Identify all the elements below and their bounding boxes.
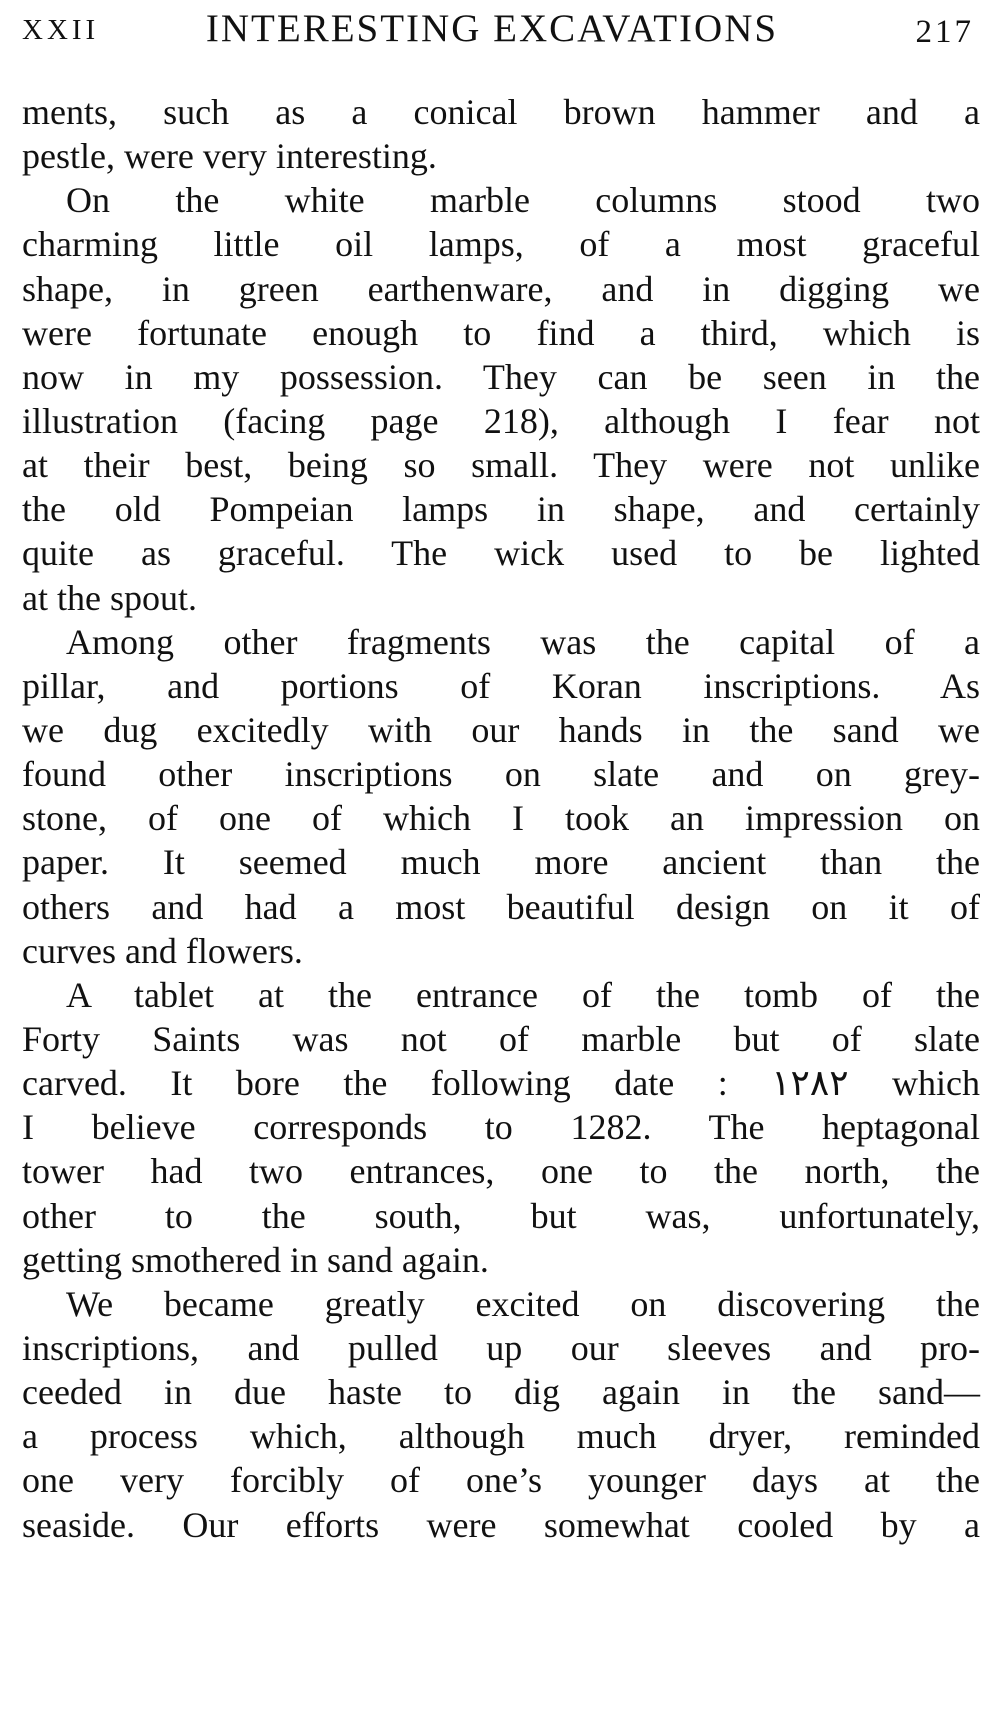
text-line: ceeded in due haste to dig again in the sand— (22, 1372, 980, 1413)
text-line: illustration (facing page 218), although I fear not (22, 400, 980, 441)
text-line: We became greatly excited on discovering the (66, 1283, 980, 1324)
chapter-number: XXII (22, 14, 100, 46)
text-line: getting smothered in sand again. (22, 1239, 489, 1280)
running-title: INTERESTING EXCAVATIONS (205, 7, 779, 50)
text-line: a process which, although much dryer, reminded (22, 1416, 980, 1457)
text-line: curves and flowers. (22, 930, 303, 971)
text-line: shape, in green earthenware, and in digging we (22, 268, 980, 309)
text-line: Among other fragments was the capital of a (66, 621, 980, 662)
text-line: now in my possession. They can be seen in the (22, 356, 980, 397)
text-line: carved. It bore the following date : ١٢٨٢ which (22, 1063, 980, 1104)
text-line: were fortunate enough to find a third, which is (22, 312, 980, 353)
text-line: I believe corresponds to 1282. The heptagonal (22, 1107, 980, 1148)
text-line: seaside. Our efforts were somewhat cooled by a (22, 1504, 980, 1545)
text-line: at their best, being so small. They were not unlike (22, 445, 980, 486)
text-line: found other inscriptions on slate and on grey- (22, 754, 980, 795)
text-line: other to the south, but was, unfortunately, (22, 1195, 980, 1236)
body-text (22, 90, 980, 1547)
text-line: charming little oil lamps, of a most graceful (22, 224, 980, 265)
text-line: we dug excitedly with our hands in the sand we (22, 709, 980, 750)
text-line: pillar, and portions of Koran inscriptions. As (22, 665, 980, 706)
text-line: pestle, were very interesting. (22, 136, 437, 177)
text-line: quite as graceful. The wick used to be lighted (22, 533, 980, 574)
page-number: 217 (915, 14, 974, 50)
text-line: others and had a most beautiful design on it of (22, 886, 980, 927)
text-line: On the white marble columns stood two (66, 180, 980, 221)
text-line: tower had two entrances, one to the north, the (22, 1151, 980, 1192)
text-line: A tablet at the entrance of the tomb of the (66, 974, 980, 1015)
text-line: the old Pompeian lamps in shape, and certainly (22, 489, 980, 530)
text-line: inscriptions, and pulled up our sleeves and pro- (22, 1327, 980, 1368)
text-line: at the spout. (22, 577, 197, 618)
text-line: Forty Saints was not of marble but of slate (22, 1018, 980, 1059)
text-line: one very forcibly of one’s younger days at the (22, 1460, 980, 1501)
text-line: paper. It seemed much more ancient than the (22, 842, 980, 883)
running-header (22, 4, 982, 60)
text-line: stone, of one of which I took an impression on (22, 798, 980, 839)
text-line: ments, such as a conical brown hammer and a (22, 92, 980, 132)
